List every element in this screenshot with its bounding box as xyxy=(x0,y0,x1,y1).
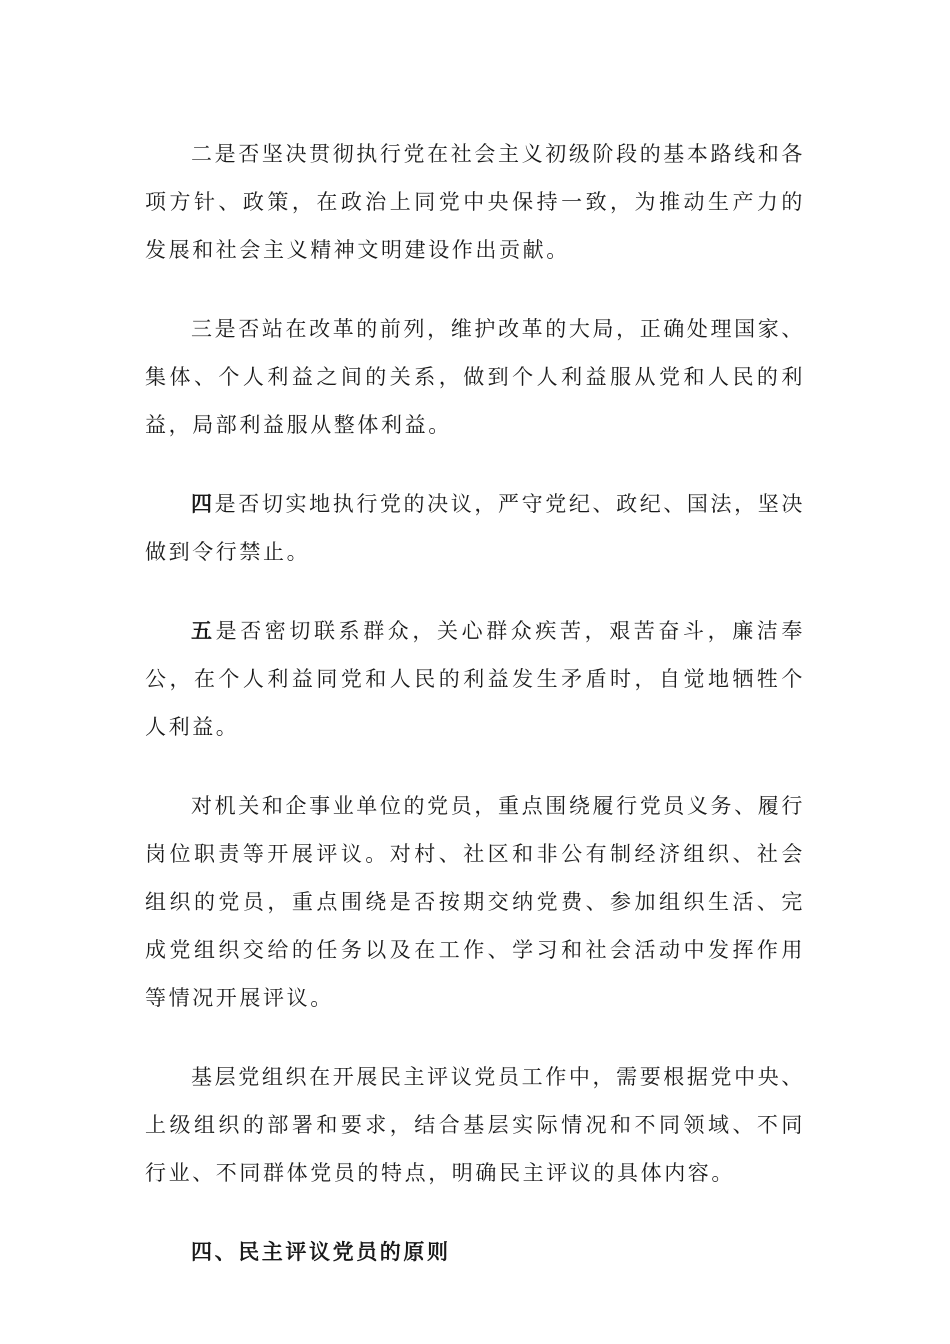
paragraph-evaluation-focus xyxy=(145,782,805,1022)
paragraph-text: 基层党组织在开展民主评议党员工作中，需要根据党中央、上级组织的部署和要求，结合基层实际情况和不同领域、不同行业、不同群体党员的特点，明确民主评议的具体内容。 xyxy=(145,1065,805,1185)
paragraph-point-four xyxy=(145,480,805,576)
paragraph-point-two xyxy=(145,130,805,274)
section-heading: 四、民主评议党员的原则 xyxy=(191,1239,451,1264)
paragraph-text: 三是否站在改革的前列，维护改革的大局，正确处理国家、集体、个人利益之间的关系，做到个人利益服从党和人民的利益，局部利益服从整体利益。 xyxy=(145,317,805,437)
paragraph-lead: 四 xyxy=(191,491,215,516)
paragraph-text: 对机关和企事业单位的党员，重点围绕履行党员义务、履行岗位职责等开展评议。对村、社区和非公有制经济组织、社会组织的党员，重点围绕是否按期交纳党费、参加组织生活、完成党组织交给的任务以及在工作、学习和社会活动中发挥作用等情况开展评议。 xyxy=(145,794,805,1010)
paragraph-text: 是否密切联系群众，关心群众疾苦，艰苦奋斗，廉洁奉公，在个人利益同党和人民的利益发生矛盾时，自觉地牺牲个人利益。 xyxy=(145,619,805,739)
paragraph-point-five xyxy=(145,607,805,751)
paragraph-lead: 五 xyxy=(191,618,216,643)
paragraph-text: 是否切实地执行党的决议，严守党纪、政纪、国法，坚决做到令行禁止。 xyxy=(145,492,805,564)
paragraph-point-three xyxy=(145,305,805,449)
document-body xyxy=(145,130,805,1276)
paragraph-grassroots-organization xyxy=(145,1053,805,1197)
paragraph-text: 二是否坚决贯彻执行党在社会主义初级阶段的基本路线和各项方针、政策，在政治上同党中央保持一致，为推动生产力的发展和社会主义精神文明建设作出贡献。 xyxy=(145,142,805,262)
